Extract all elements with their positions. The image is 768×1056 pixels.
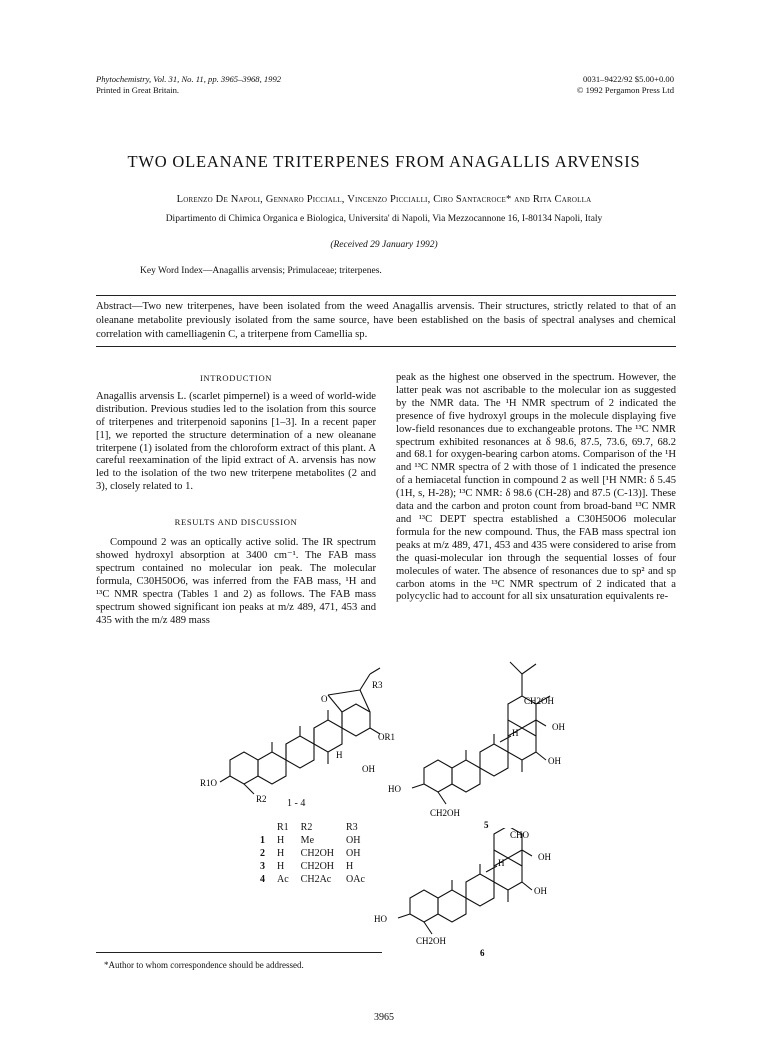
table-cell: OAc — [346, 874, 365, 885]
table-cell: Ac — [277, 874, 289, 885]
table-row — [254, 860, 371, 873]
section-heading-results: RESULTS AND DISCUSSION — [174, 517, 298, 528]
footnote-rule — [96, 952, 382, 953]
oh-label-1: OH — [552, 722, 565, 732]
left-column — [96, 372, 376, 627]
table-cell: 2 — [260, 848, 265, 859]
ring-oxygen-label: O — [321, 694, 328, 704]
h-label: H — [512, 728, 519, 738]
table-header-cell: R2 — [300, 822, 313, 833]
structure-1-4 — [200, 660, 410, 820]
table-cell: Me — [300, 835, 315, 846]
page-number: 3965 — [374, 1012, 394, 1023]
section-heading-introduction: INTRODUCTION — [199, 373, 273, 383]
ch2oh-label: CH2OH — [416, 936, 447, 946]
r2-label: R2 — [256, 794, 267, 804]
table-row — [254, 834, 371, 847]
table-cell: OH — [346, 835, 361, 846]
table-header-cell: R3 — [346, 822, 358, 833]
affiliation: Dipartimento di Chimica Organica e Biologica, Universita' di Napoli, Via Mezzocannone 16, I-80134 Napoli, Italy — [165, 214, 603, 224]
structure-5 — [384, 660, 614, 830]
structure-6 — [370, 828, 600, 958]
structure-1-4-skeleton — [220, 668, 380, 794]
results-paragraph: Compound 2 was an optically active solid. The IR spectrum showed hydroxyl absorption at 3400 cm⁻¹. The FAB mass spectrum contained no molecular ion peak. The molecular formula, C30H50O6, was inferred from the FAB mass, ¹H and ¹³C NMR spectra (Tables 1 and 2) as follows. The FAB mass spectrum showed significant ion peaks at m/z 489, 471, 453 and 435 with the m/z 489 mass — [96, 537, 376, 626]
introduction-paragraph: Anagallis arvensis L. (scarlet pimpernel) is a weed of world-wide distribution. Previous studies led to the isolation from this source of triterpenes and triterpenoid saponins [1–3]. In a recent paper [1], we reported the structure determination of a new oleanane triterpene (1) isolated from the chloroform extract of this plant. A careful reexamination of the lipid extract of A. arvensis has now led to the isolation of the two new triterpene metabolites (2 and 3), closely related to 1. — [96, 390, 376, 493]
oh-label-2: OH — [534, 886, 547, 896]
structure-5-skeleton — [412, 662, 550, 804]
table-header-cell: R1 — [277, 822, 289, 833]
abstract-bottom-rule — [96, 346, 676, 347]
structure-1-4-caption: 1 - 4 — [287, 798, 306, 809]
journal-header — [96, 74, 281, 96]
table-row — [254, 847, 371, 860]
table-cell: H — [346, 861, 354, 872]
substituent-table — [254, 821, 371, 886]
table-header-row — [254, 821, 371, 834]
table-cell: 3 — [260, 861, 265, 872]
printed-in: Printed in Great Britain. — [96, 85, 180, 95]
table-row — [254, 873, 371, 886]
r1o-label: R1O — [200, 778, 218, 788]
ho-label: HO — [374, 914, 387, 924]
keywords: Key Word Index—Anagallis arvensis; Primulaceae; triterpenes. — [140, 266, 382, 276]
or1-label: OR1 — [378, 732, 396, 742]
footnote: *Author to whom correspondence should be addressed. — [104, 960, 304, 970]
ch2oh-top-label: CH2OH — [524, 696, 555, 706]
table-cell: CH2OH — [300, 848, 335, 859]
publisher-header — [577, 74, 674, 96]
table-cell: CH2OH — [300, 861, 335, 872]
abstract-top-rule — [96, 295, 676, 296]
ho-label: HO — [388, 784, 401, 794]
paper-title: TWO OLEANANE TRITERPENES FROM ANAGALLIS ARVENSIS — [127, 152, 641, 171]
table-cell: 4 — [260, 874, 265, 885]
h-label: H — [336, 750, 343, 760]
r3-label: R3 — [372, 680, 383, 690]
oh-label-2: OH — [548, 756, 561, 766]
oh-label: OH — [362, 764, 375, 774]
abstract: Abstract—Two new triterpenes, have been isolated from the weed Anagallis arvensis. Their structures, strictly related to that of an oleanane metabolite previously isolated from the same source, have been established on the basis of spectral analyses and chemical correlation with camelliagenin C, a triterpene from Camellia sp. — [96, 301, 676, 340]
issn-code: 0031–9422/92 $5.00+0.00 — [582, 74, 674, 84]
table-cell: OH — [346, 848, 361, 859]
ch2oh-bottom-label: CH2OH — [430, 808, 461, 818]
table-cell: H — [277, 835, 285, 846]
table-cell: H — [277, 848, 285, 859]
compound-number-6: 6 — [480, 948, 485, 958]
authors: Lorenzo De Napoli, Gennaro Picciall, Vincenzo Piccialli, Ciro Santacroce* and Rita Carolla — [176, 194, 592, 205]
table-cell: H — [277, 861, 285, 872]
copyright: © 1992 Pergamon Press Ltd — [576, 85, 674, 95]
structure-6-skeleton — [398, 828, 532, 934]
compound-number-5: 5 — [484, 820, 489, 830]
journal-citation: Phytochemistry, Vol. 31, No. 11, pp. 3965–3968, 1992 — [96, 74, 282, 84]
received-date: (Received 29 January 1992) — [330, 240, 438, 250]
table-header-cell — [254, 821, 271, 834]
table-cell: CH2Ac — [300, 874, 332, 885]
right-column — [396, 372, 676, 604]
oh-label-1: OH — [538, 852, 551, 862]
cho-label: CHO — [510, 830, 530, 840]
h-label: H — [498, 858, 505, 868]
table-cell: 1 — [260, 835, 265, 846]
right-column-paragraph: peak as the highest one observed in the spectrum. However, the latter peak was not ascribable to the molecular ion as suggested by the NMR data. The ¹H NMR spectrum of 2 indicated the presence of five hydroxyl groups in the molecule displaying five low-field resonances due to exchangeable protons. The ¹³C NMR spectrum exhibited resonances at δ 98.6, 87.5, 73.6, 69.7, 68.2 and 68.1 for oxygen-bearing carbon atoms. Comparison of the ¹H and ¹³C NMR spectra of 2 with those of 1 indicated the presence of a hemiacetal function in compound 2 as well [¹H NMR: δ 5.45 (1H, s, H-28); ¹³C NMR: δ 98.6 (CH-28) and 87.5 (C-13)]. These data and the carbon and proton count from broad-band ¹³C NMR and ¹³C DEPT spectra established a C30H50O6 molecular formula for the new compound. Thus, the FAB mass spectral ion peaks at m/z 489, 471, 453 and 435 were considered to arise from the quasi-molecular ion through the sequential losses of four molecules of water. The absence of resonances due to sp² and sp carbon atoms in the ¹³C NMR spectrum of 2 indicated that a polycyclic had to account for all six unsaturation equivalents re- — [396, 372, 676, 603]
